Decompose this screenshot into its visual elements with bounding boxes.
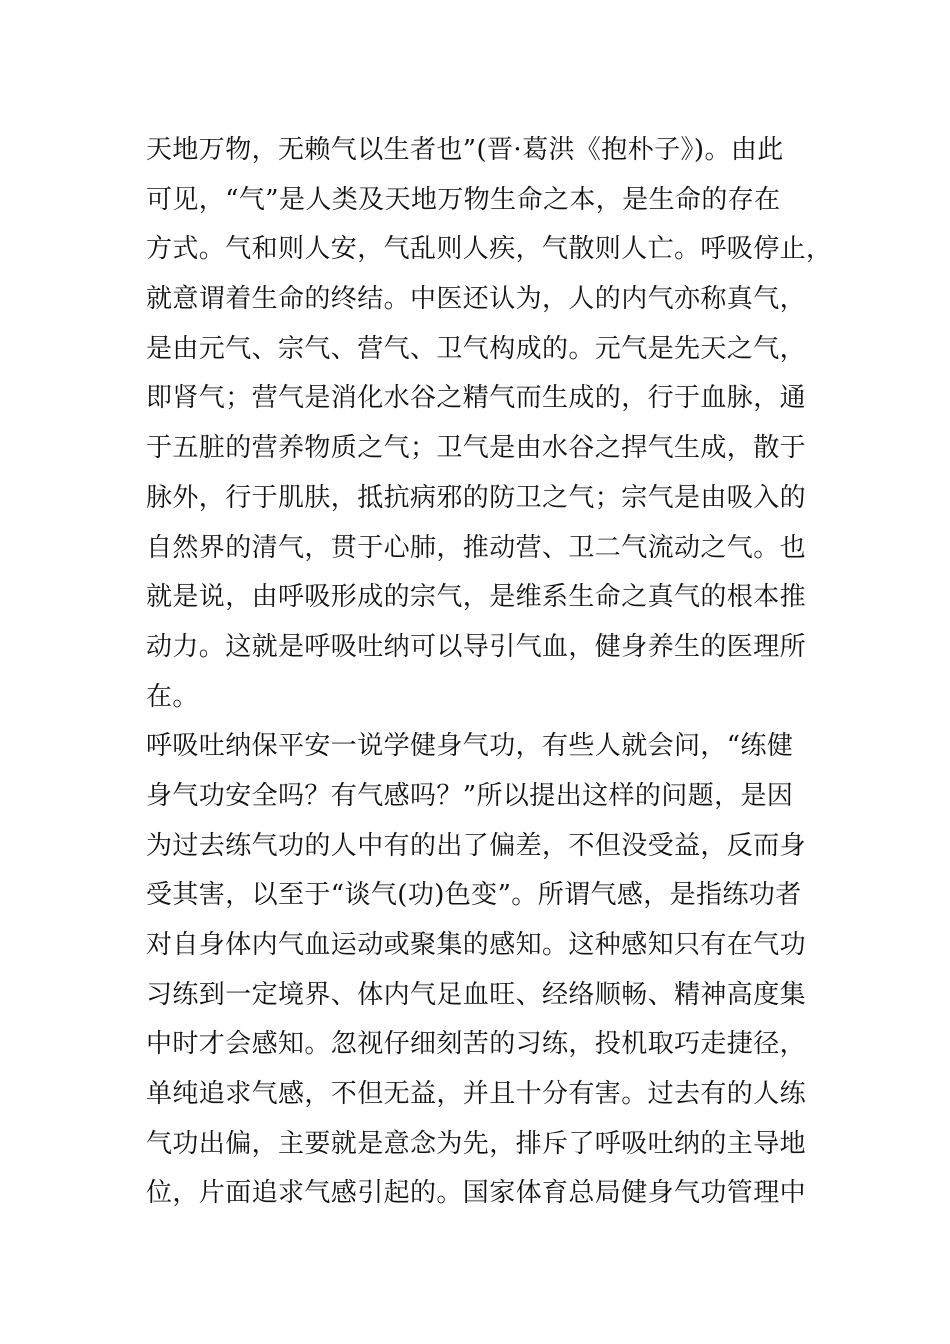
text-line: 受其害，以至于“谈气(功)色变”。所谓气感，是指练功者	[146, 880, 802, 911]
text-line: 于五脏的营养物质之气；卫气是由水谷之捍气生成，散于	[146, 433, 807, 464]
text-line: 气功出偏，主要就是意念为先，排斥了呼吸吐纳的主导地	[146, 1128, 807, 1159]
text-line: 中时才会感知。忽视仔细刻苦的习练，投机取巧走捷径，	[146, 1029, 807, 1060]
text-line: 习练到一定境界、体内气足血旺、经络顺畅、精神高度集	[146, 979, 807, 1010]
text-line: 就意谓着生命的终结。中医还认为，人的内气亦称真气，	[146, 284, 807, 315]
text-line: 动力。这就是呼吸吐纳可以导引气血，健身养生的医理所	[146, 631, 807, 662]
text-line: 对自身体内气血运动或聚集的感知。这种感知只有在气功	[146, 930, 807, 960]
text-line: 即肾气；营气是消化水谷之精气而生成的，行于血脉，通	[146, 383, 807, 414]
text-line: 脉外，行于肌肤，抵抗病邪的防卫之气；宗气是由吸入的	[146, 482, 807, 513]
text-line: 天地万物，无赖气以生者也”(晋·葛洪《抱朴子》)。由此	[146, 135, 784, 165]
text-line: 是由元气、宗气、营气、卫气构成的。元气是先天之气，	[146, 333, 807, 364]
text-line: 自然界的清气，贯于心肺，推动营、卫二气流动之气。也	[146, 532, 807, 563]
text-line: 呼吸吐纳保平安一说学健身气功，有些人就会问，“练健	[146, 731, 794, 762]
text-line: 身气功安全吗？有气感吗？”所以提出这样的问题，是因	[146, 780, 794, 811]
text-line: 方式。气和则人安，气乱则人疾，气散则人亡。呼吸停止，	[146, 234, 833, 265]
text-line: 为过去练气功的人中有的出了偏差，不但没受益，反而身	[146, 830, 807, 861]
body-text	[146, 126, 833, 1219]
text-line: 位，片面追求气感引起的。国家体育总局健身气功管理中	[146, 1178, 807, 1209]
text-line: 就是说，由呼吸形成的宗气，是维系生命之真气的根本推	[146, 582, 807, 613]
text-line: 在。	[146, 681, 199, 712]
text-line: 单纯追求气感，不但无益，并且十分有害。过去有的人练	[146, 1079, 807, 1110]
text-line: 可见，“气”是人类及天地万物生命之本，是生命的存在	[146, 184, 781, 215]
